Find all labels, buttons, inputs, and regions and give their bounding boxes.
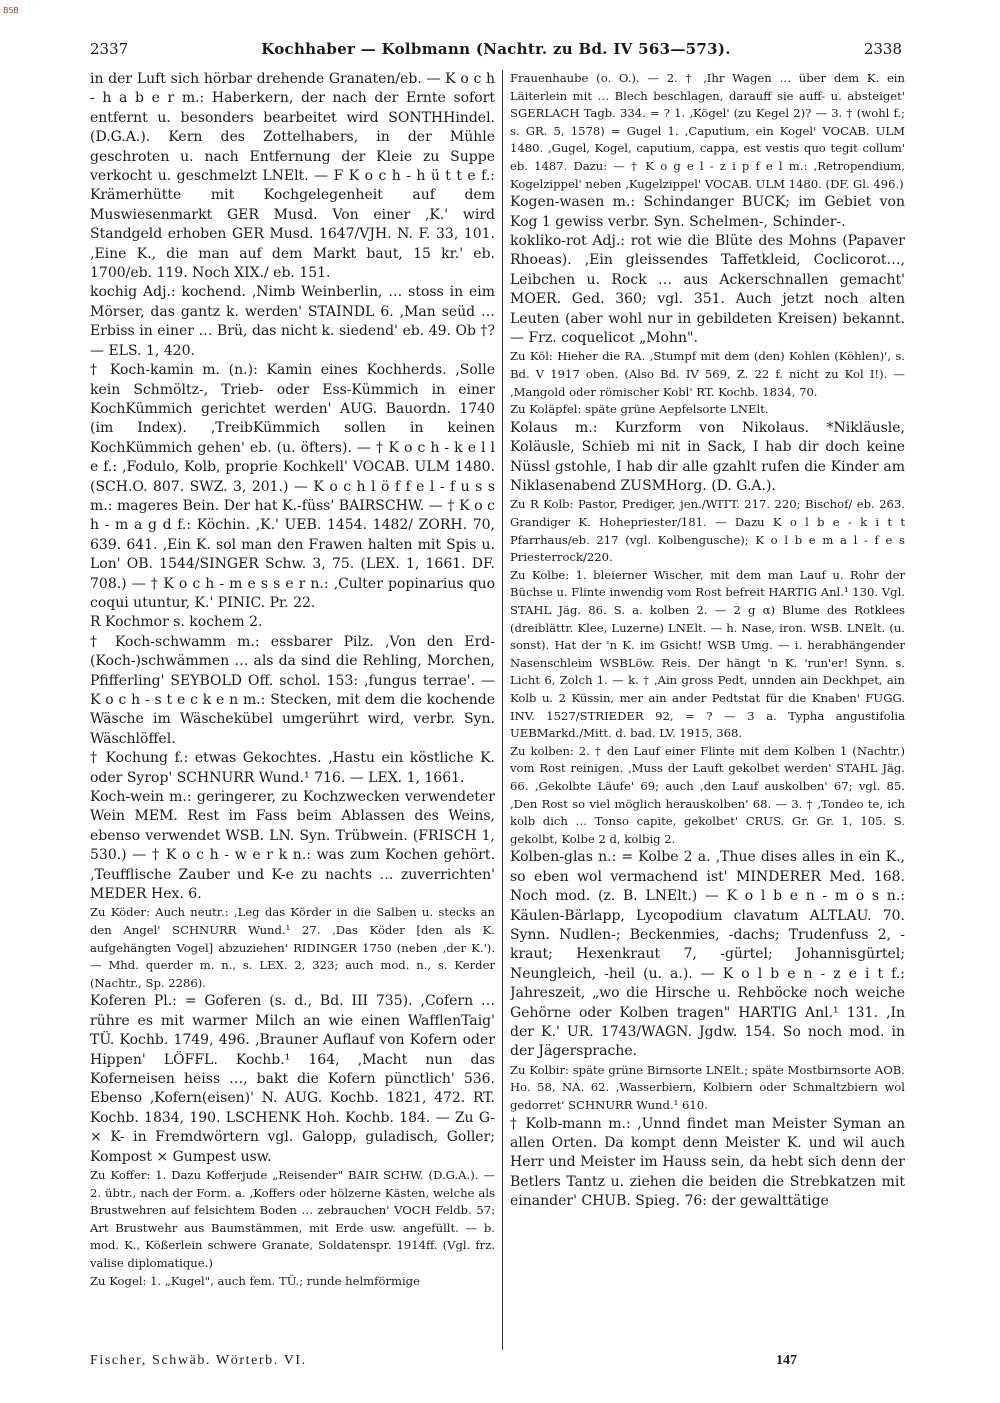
entry-kochmor: R Kochmor s. kochem 2. (90, 614, 263, 631)
running-title: Kochhaber — Kolbmann (Nachtr. zu Bd. IV 563—573). (261, 40, 731, 58)
entry-koch-kamin: † Koch-kamin m. (n.): Kamin eines Kochherds. ‚Solle kein Schmöltz-, Trieb- oder Ess-Kümmich in einer KochKümmich gerichtet werden' AUG. Bauordn. 1740 (im Index). ‚TreibKümmich sollen in keinen KochKümmich gehen' eb. (u. öfters). — † K o c h - k e l l e f.: ‚Fodulo, Kolb, proprie Kochkell' VOCAB. ULM 1480. (SCH.O. 807. SWZ. 3, 201.) — K o c h l ö f f e l - f u s s m.: mageres Bein. Der hat K.-füss' BAIRSCHW. — † K o c h - m a g d f.: Köchin. ‚K.' UEB. 1454. 1482/ ZORH. 70, 639. 641. ‚Ein K. sol man den Frawen halten mit Spis u. Lon' OB. 1544/SINGER Schw. 3, 75. (LEX. 1, 1661. DF. 708.) — † K o c h - m e s s e r n.: ‚Culter popinarius quo coqui utuntur, K.' PINIC. Pr. 22. (90, 362, 495, 611)
entry-kogen-wasen: Kogen-wasen m.: Schindanger BUCK; im Gebiet von Kog 1 gewiss verbr. Syn. Schelmen-, Schinder-. (510, 194, 905, 230)
entry-kolb: Zu R Kolb: Pastor, Prediger, jen./WITT. 217. 220; Bischof/ eb. 263. Grandiger K. Hohepriester/181. — Dazu K o l b e - k i t t Pfarrhaus/eb. 217 (vgl. Kolbengusche); K o l b e m a l - f e s Priesterrock/220. (510, 497, 905, 565)
entry-koferen: Koferen Pl.: = Goferen (s. d., Bd. III 735). ‚Cofern … rühre es mit warmer Milch an wie einen WafflenTaig' TÜ. Kochb. 1749, 496. ‚Brauner Auflauf von Kofern oder Hippen' LÖFFL. Kochb.¹ 164, ‚Macht nun das Koferneisen heiss …, bakt die Kofern pünctlich' 536. Ebenso ‚Kofern(eisen)' N. AUG. Kochb. 1821, 472. RT. Kochb. 1834, 190. LSCHENK Hoh. Kochb. 184. — Zu G- × K- in Fremdwörtern vgl. Galopp, guladisch, Goller; Kompost × Gumpest usw. (90, 993, 495, 1165)
right-column (510, 70, 905, 1350)
entry-kochhaber: in der Luft sich hörbar drehende Granaten/eb. — K o c h - h a b e r m.: Haberkern, der nach der Ernte sofort entfernt u. besonders bearbeitet wird SONTHHindel. (D.G.A.). Kern des Zottelhabers, in der Mühle geschroten u. nach Entfernung der Kleie zu Suppe verkocht u. geschmelzt LNElt. — F K o c h - h ü t t e f.: Krämerhütte mit Kochgelegenheit auf dem Muswiesenmarkt GER Musd. Von einer ‚K.' wird Standgeld erhoben GER Musd. 1647/VJH. N. F. 33, 101. ‚Eine K., die man auf dem Markt baut, 15 kr.' eb. 1700/eb. 119. Noch XIX./ eb. 151. (90, 71, 495, 282)
entry-kochig: kochig Adj.: kochend. ‚Nimb Weinberlin, … stoss in eim Mörser, das gantz k. werden' STAINDL 6. ‚Man seüd … Erbiss in einer … Brü, das nicht k. siedend' eb. 49. Ob †? — ELS. 1, 420. (90, 284, 495, 359)
page-number-left: 2337 (90, 40, 129, 58)
library-mark: BSB (3, 6, 19, 15)
entry-kolben: Zu kolben: 2. † den Lauf einer Flinte mit dem Kolben 1 (Nachtr.) vom Rost reinigen. ‚Muss der Lauft gekolbet werden' STAHL Jäg. 66. ‚Gekolbte Läufe' 69; auch ‚den Lauf auskolben' 67; vgl. 85. ‚Den Rost so viel möglich herauskolben' 68. — 3. † ‚Tondeo te, ich kolb dich … Tonso capite, gekolbet' CRUS. Gr. Gr. 1, 105. S. gekolbt, Kolbe 2 d, kolbig 2. (510, 743, 905, 846)
entry-kolbe: Zu Kolbe: 1. bleierner Wischer, mit dem man Lauf u. Rohr der Büchse u. Flinte inwendig vom Rost befreit HARTIG Anl.¹ 130. Vgl. STAHL Jäg. 86. S. a. kolben 2. — 2 g α) Blume des Rotklees (dreiblättr. Klee, Luzerne) LNElt. — h. Nase, iron. WSB. LNElt. (u. sonst). Hat der 'n K. im Gsicht! WSB Umg. — i. herabhängender Nasenschleim WSBLöw. Reis. Der hängt 'n K. 'run'er! Synn. s. Licht 6, Zolch 1. — k. † ‚Ain gross Pedt, unnden ain Deckhpet, ain Kolb u. 2 Küssin, mer ain ander Pedtstat für die Knaben' FUGG. INV. 1527/STRIEDER 92, = ? — 3 a. Typha angustifolia UEBMarkd./Mitt. d. bad. LV. 1915, 368. (510, 567, 905, 741)
entry-kokliko-rot: kokliko-rot Adj.: rot wie die Blüte des Mohns (Papaver Rhoeas). ‚Ein gleissendes Taffetkleid, Coclicorot…, Leibchen u. Rock … aus Ackerschnallen gemacht' MOER. Ged. 360; vgl. 351. Auch jetzt noch alten Leuten (aber wohl nur in gebildeten Kreisen) bekannt. — Frz. coquelicot „Mohn". (510, 232, 905, 346)
sheet-number: 147 (776, 1353, 797, 1368)
entry-kolben-glas: Kolben-glas n.: = Kolbe 2 a. ‚Thue dises alles in ein K., so eben wol vermachend ist' MINDERER Med. 168. Noch mod. (z. B. LNElt.) — K o l b e n - m o s n.: Käulen-Bärlapp, Lycopodium clavatum ALTLAU. 70. Synn. Nudlen-; Beckenmies, -dachs; Trudenfuss 2, -kraut; Hexenkraut 7, -gürtel; Johannisgürtel; Neungleich, -heil (u. a.). — K o l b e n - z e i t f.: Jahreszeit, „wo die Hirsche u. Rehböcke noch weiche Gehörne oder Kolben tragen" HARTIG Anl.¹ 131. ‚In der K.' UR. 1743/WAGN. Jgdw. 154. So noch mod. in der Jägersprache. (510, 849, 905, 1060)
entry-kochung: † Kochung f.: etwas Gekochtes. ‚Hastu ein köstliche K. oder Syrop' SCHNURR Wund.¹ 716. — LEX. 1, 1661. (90, 750, 495, 786)
entry-kogel: Zu Kogel: 1. „Kugel", auch fem. TÜ.; runde helmförmige (90, 1273, 420, 1288)
column-divider (502, 70, 503, 1350)
entry-kolaus: Kolaus m.: Kurzform von Nikolaus. *Nikläusle, Koläusle, Schieb mi nit in Sack, I hab dir doch keine Nüssl gstohle, I hab dir alle gzahlt rufen die Kinder am Niklasenabend ZUSMHorg. (D. G.A.). (510, 419, 905, 494)
page-footer (90, 1353, 905, 1375)
entry-koel: Zu Köl: Hieher die RA. ‚Stumpf mit dem (den) Kohlen (Köhlen)', s. Bd. V 1917 oben. (Also Bd. IV 569, Z. 22 f. nicht zu Kol I!). — ‚Mangold oder römischer Kobl' RT. Kochb. 1834, 70. (510, 349, 905, 399)
entry-koch-wein: Koch-wein m.: geringerer, zu Kochzwecken verwendeter Wein MEM. Rest im Fass beim Ablassen des Weins, ebenso verwendet WSB. LN. Syn. Trübwein. (FRISCH 1, 530.) — † K o c h - w e r k n.: was zum Kochen gehört. ‚Teufflische Zauber und K-e zu nachts … zuverrichten' MEDER Hex. 6. (90, 789, 495, 903)
publication-line: Fischer, Schwäb. Wörterb. VI. (90, 1353, 307, 1368)
entry-kolaepfel: Zu Koläpfel: späte grüne Aepfelsorte LNElt. (510, 402, 769, 417)
page-number-right: 2338 (863, 40, 902, 58)
left-column (90, 70, 495, 1350)
entry-kolb-mann: † Kolb-mann m.: ‚Unnd findet man Meister Syman an allen Orten. Da kompt denn Meister K. und wil auch Herr und Meister im Hauss sein, da hebt sich denn der Betlers Tantz u. ziehen die beiden die Strebkatzen mit einander' CHUB. Spieg. 76: der gewalttätige (510, 1115, 905, 1210)
entry-koch-schwamm: † Koch-schwamm m.: essbarer Pilz. ‚Von den Erd-(Koch-)schwämmen … als da sind die Rehling, Morchen, Pfifferling' SEYBOLD Off. schol. 153: ‚fungus terrae'. — K o c h - s t e c k e n m.: Stecken, mit dem die kochende Wäsche im Wäschekübel umgerührt wird, verbr. Syn. Wäschlöffel. (90, 633, 495, 747)
entry-koffer: Zu Koffer: 1. Dazu Kofferjude „Reisender" BAIR SCHW. (D.G.A.). — 2. übtr., nach der Form. a. ‚Koffers oder hölzerne Kästen, welche als Brustwehren auf felsichtem Boden … zebrauchen' VOCH Feldb. 57: Art Brustwehr aus Baumstämmen, mit Erde usw. angefüllt. — b. mod. K., Kößerlein schwere Granate, Soldatenspr. 1914ff. (Vgl. frz. valise diplomatique.) (90, 1168, 495, 1271)
entry-koeder: Zu Köder: Auch neutr.: ‚Leg das Körder in die Salben u. stecks an den Angel' SCHNURR Wund.¹ 27. ‚Das Köder [den als K. aufgehängten Vogel] abzuziehen' RIDINGER 1750 (neben ‚der K.'). — Mhd. querder m. n., s. LEX. 2, 323; auch mod. n., s. Kerder (Nachtr., Sp. 2286). (90, 905, 495, 990)
page-header (90, 40, 902, 64)
entry-kolbir: Zu Kolbir: späte grüne Birnsorte LNElt.; späte Mostbirnsorte AOB. Ho. 58, NA. 62. ‚Wasserbiern, Kolbiern oder Schmaltzbiern wol gedorret' SCHNURR Wund.¹ 610. (510, 1062, 905, 1112)
entry-kogel-cont: Frauenhaube (o. O.). — 2. † ‚Ihr Wagen … über dem K. ein Läiterlein mit … Blech beschlagen, darauff sie auff- u. absteiget' SGERLACH Tagb. 334. = ? 1. ‚Kögel' (zu Kegel 2)? — 3. † (wohl f.; s. GR. 5, 1578) = Gugel 1. ‚Caputium, ein Kogel' VOCAB. ULM 1480. ‚Gugel, Kogel, caputium, cappa, est vestis quo tegit collum' eb. 1487. Dazu: — † K o g e l - z i p f e l m.: ‚Retropendium, Kogelzippel' neben ‚Kugelzippel' VOCAB. ULM 1480. (DF. Gl. 496.) (510, 71, 905, 191)
